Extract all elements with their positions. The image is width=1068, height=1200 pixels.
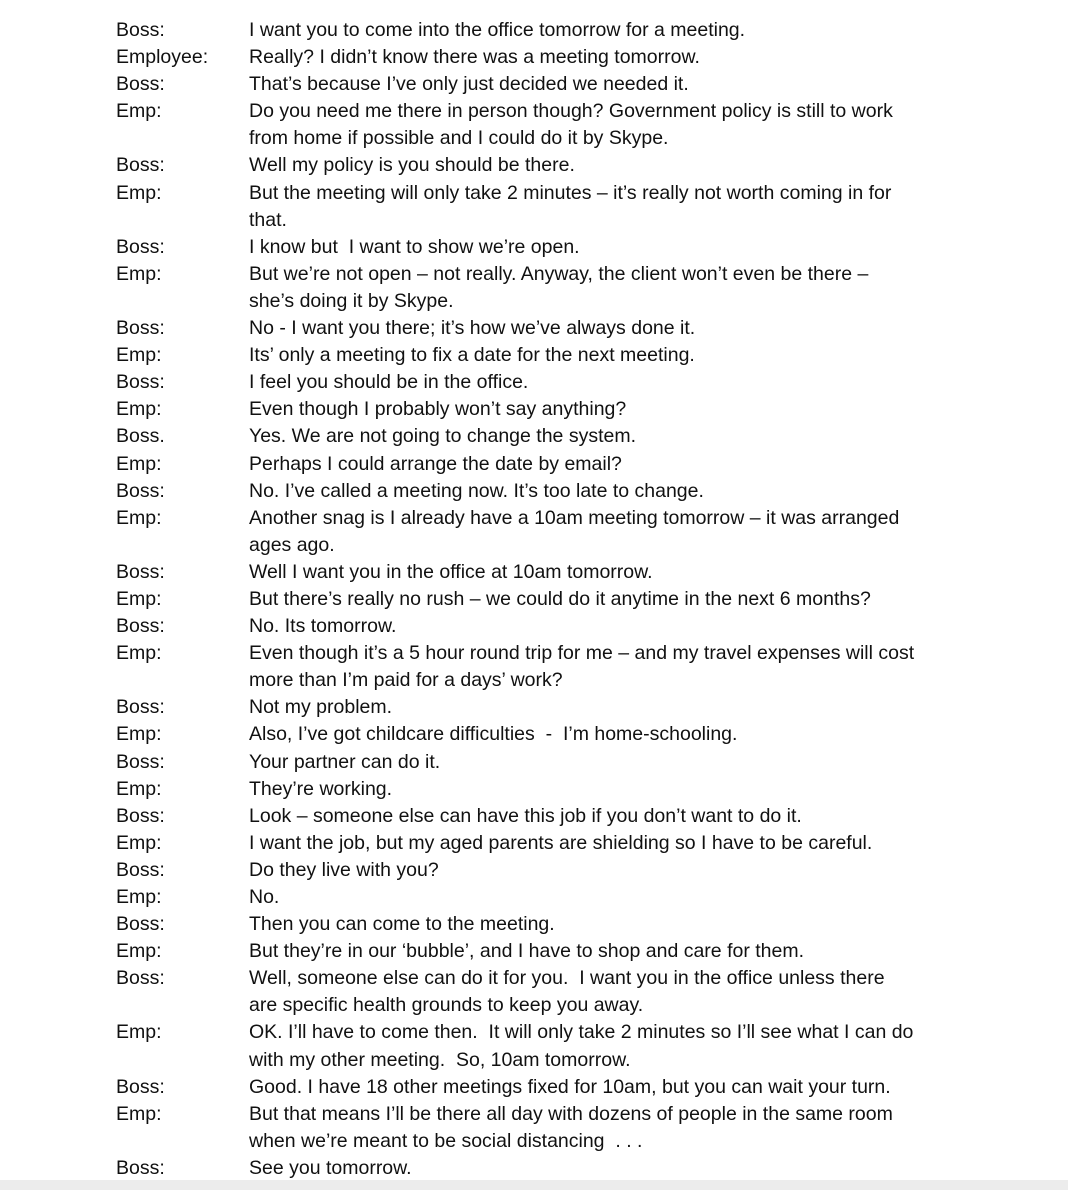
dialogue-line (116, 830, 966, 857)
dialogue-line (116, 180, 966, 234)
dialogue-line (116, 776, 966, 803)
dialogue-line (116, 586, 966, 613)
speaker-label: Boss: (116, 317, 165, 340)
dialogue-line (116, 234, 966, 261)
dialogue-line (116, 559, 966, 586)
speaker-label: Emp: (116, 506, 162, 529)
dialogue-text: But they’re in our ‘bubble’, and I have to shop and care for them. (249, 940, 805, 963)
dialogue-text: Really? I didn’t know there was a meeting tomorrow. (249, 46, 700, 69)
dialogue-line (116, 152, 966, 179)
dialogue-text: See you tomorrow. (249, 1156, 412, 1179)
speaker-label: Emp: (116, 642, 162, 665)
dialogue-text: Also, I’ve got childcare difficulties - I’m home-schooling. (249, 723, 738, 746)
dialogue-line (116, 98, 966, 152)
dialogue-text: I want you to come into the office tomorrow for a meeting. (249, 19, 746, 41)
dialogue-text: I know but I want to show we’re open. (249, 235, 580, 258)
speaker-label: Employee: (116, 46, 209, 69)
speaker-label: Emp: (116, 831, 162, 854)
speaker-label: Boss: (116, 1075, 165, 1098)
dialogue-line (116, 261, 966, 315)
dialogue-line (116, 613, 966, 640)
dialogue-text: Even though it’s a 5 hour round trip for me – and my travel expenses will cost more than I’m paid for a days’ work? (249, 642, 915, 692)
speaker-label: Emp: (116, 777, 162, 800)
speaker-label: Boss: (116, 479, 165, 502)
dialogue-text: They’re working. (249, 777, 393, 800)
dialogue-line (116, 1019, 966, 1073)
dialogue-line (116, 315, 966, 342)
dialogue-line (116, 938, 966, 965)
speaker-label: Emp: (116, 398, 162, 421)
dialogue-line (116, 396, 966, 423)
dialogue-text: But the meeting will only take 2 minutes – it’s really not worth coming in for that. (249, 181, 892, 231)
dialogue-text: Good. I have 18 other meetings fixed for 10am, but you can wait your turn. (249, 1075, 891, 1098)
dialogue-text: Even though I probably won’t say anything? (249, 398, 627, 421)
dialogue-line (116, 1155, 966, 1182)
speaker-label: Emp: (116, 940, 162, 963)
dialogue-text: Do you need me there in person though? Government policy is still to work from home if possible and I could do it by Skype. (249, 100, 893, 150)
dialogue-text: No. I’ve called a meeting now. It’s too late to change. (249, 479, 704, 502)
dialogue-text: I want the job, but my aged parents are shielding so I have to be careful. (249, 831, 873, 854)
dialogue-text: Well my policy is you should be there. (249, 154, 575, 177)
speaker-label: Boss: (116, 154, 165, 177)
page-bottom-edge (0, 1180, 1068, 1190)
dialogue-text: No - I want you there; it’s how we’ve always done it. (249, 317, 696, 340)
speaker-label: Emp: (116, 587, 162, 610)
dialogue-line (116, 423, 966, 450)
speaker-label: Boss: (116, 696, 165, 719)
dialogue-text: Do they live with you? (249, 858, 439, 881)
dialogue-text: Then you can come to the meeting. (249, 913, 555, 936)
dialogue-text: Well I want you in the office at 10am tomorrow. (249, 560, 653, 583)
speaker-label: Emp: (116, 1102, 162, 1125)
dialogue-text: But we’re not open – not really. Anyway, the client won’t even be there – she’s doing it by Skype. (249, 262, 869, 312)
speaker-label: Emp: (116, 262, 162, 285)
dialogue-line (116, 451, 966, 478)
dialogue-line (116, 965, 966, 1019)
speaker-label: Boss: (116, 1156, 165, 1179)
dialogue-text: Its’ only a meeting to fix a date for the next meeting. (249, 344, 695, 367)
dialogue-text: But there’s really no rush – we could do it anytime in the next 6 months? (249, 587, 871, 610)
dialogue-line (116, 1074, 966, 1101)
dialogue-line (116, 342, 966, 369)
dialogue-text: No. Its tomorrow. (249, 615, 397, 638)
dialogue-line (116, 478, 966, 505)
dialogue-line (116, 884, 966, 911)
dialogue-line (116, 17, 966, 44)
speaker-label: Boss: (116, 804, 165, 827)
dialogue-text: That’s because I’ve only just decided we needed it. (249, 73, 689, 96)
speaker-label: Boss: (116, 858, 165, 881)
dialogue-line (116, 369, 966, 396)
speaker-label: Boss: (116, 913, 165, 936)
dialogue-text: I feel you should be in the office. (249, 371, 529, 394)
dialogue-transcript (116, 17, 966, 1182)
dialogue-line (116, 505, 966, 559)
dialogue-text: Your partner can do it. (249, 750, 441, 773)
dialogue-text: Well, someone else can do it for you. I want you in the office unless there are specific health grounds to keep you away. (249, 967, 885, 1017)
speaker-label: Boss: (116, 615, 165, 638)
dialogue-line (116, 71, 966, 98)
speaker-label: Boss: (116, 967, 165, 990)
speaker-label: Boss: (116, 235, 165, 258)
dialogue-line (116, 694, 966, 721)
dialogue-text: Another snag is I already have a 10am meeting tomorrow – it was arranged ages ago. (249, 506, 900, 556)
speaker-label: Emp: (116, 886, 162, 908)
dialogue-text: No. (249, 886, 280, 908)
speaker-label: Emp: (116, 344, 162, 367)
dialogue-text: But that means I’ll be there all day with dozens of people in the same room when we’re meant to be social distancing . . . (249, 1102, 893, 1152)
speaker-label: Emp: (116, 452, 162, 475)
dialogue-text: Yes. We are not going to change the system. (249, 425, 636, 448)
dialogue-text: Perhaps I could arrange the date by email? (249, 452, 622, 475)
dialogue-text: OK. I’ll have to come then. It will only take 2 minutes so I’ll see what I can do with my other meeting. So, 10am tomorrow. (249, 1021, 914, 1071)
dialogue-line (116, 640, 966, 694)
dialogue-line (116, 911, 966, 938)
dialogue-line (116, 749, 966, 776)
speaker-label: Boss: (116, 371, 165, 394)
speaker-label: Boss. (116, 425, 165, 448)
speaker-label: Emp: (116, 723, 162, 746)
speaker-label: Boss: (116, 73, 165, 96)
speaker-label: Boss: (116, 750, 165, 773)
speaker-label: Emp: (116, 100, 162, 123)
dialogue-line (116, 721, 966, 748)
dialogue-line (116, 803, 966, 830)
dialogue-line (116, 44, 966, 71)
speaker-label: Emp: (116, 1021, 162, 1044)
speaker-label: Boss: (116, 19, 165, 41)
dialogue-text: Not my problem. (249, 696, 393, 719)
dialogue-line (116, 857, 966, 884)
speaker-label: Boss: (116, 560, 165, 583)
dialogue-text: Look – someone else can have this job if you don’t want to do it. (249, 804, 802, 827)
dialogue-line (116, 1101, 966, 1155)
speaker-label: Emp: (116, 181, 162, 204)
